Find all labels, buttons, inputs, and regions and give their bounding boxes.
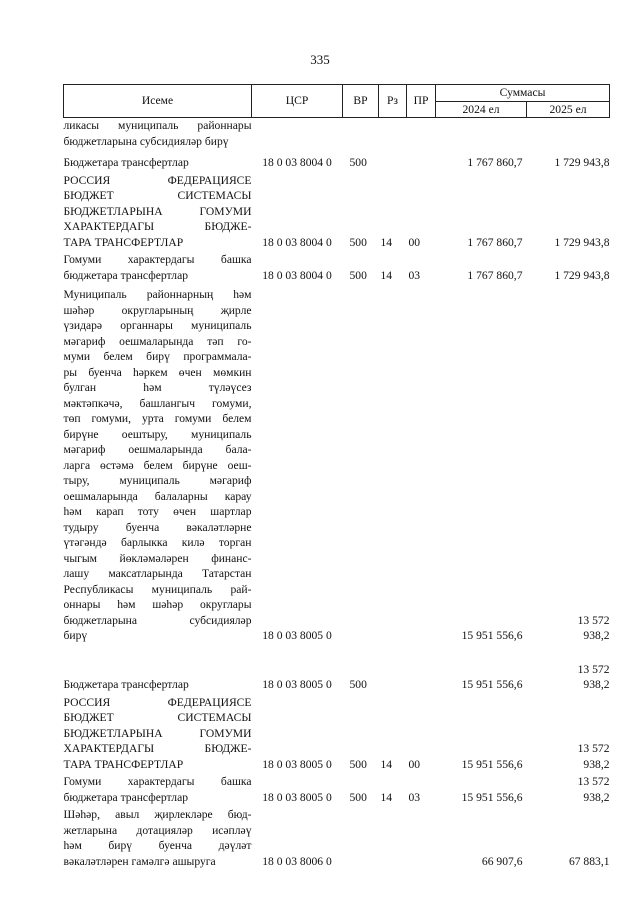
table-row bbox=[64, 662, 610, 693]
row-rz bbox=[379, 807, 407, 869]
row-name: Гомуми характердагы башка бюджетара трансфертлар bbox=[63, 253, 252, 282]
row-sum-2024: 15 951 556,6 bbox=[461, 678, 523, 691]
table-row bbox=[64, 252, 610, 283]
row-name-line: Шәһәр, авыл җирлекләре бюд- bbox=[63, 808, 252, 821]
row-vr: 500 bbox=[349, 757, 367, 771]
row-vr: 500 bbox=[349, 790, 367, 804]
row-csr: 18 0 03 8006 0 bbox=[262, 854, 332, 868]
row-sum-2025 bbox=[527, 118, 610, 150]
row-sum-2024: 15 951 556,6 bbox=[461, 790, 523, 804]
row-vr bbox=[343, 807, 379, 869]
row-csr: 18 0 03 8005 0 bbox=[262, 678, 332, 691]
row-name-line: ларга өстәмә белем бирүне оеш- bbox=[63, 458, 252, 472]
header-sums: Суммасы bbox=[436, 85, 610, 102]
row-sum-2025-part: 938,2 bbox=[583, 757, 610, 771]
row-name-line: чыгым йөкләмәләрен финанс- bbox=[63, 551, 252, 565]
row-rz: 14 bbox=[380, 268, 393, 282]
row-name-line: БЮДЖЕТ СИСТЕМАСЫ bbox=[63, 711, 252, 724]
row-sum-2025 bbox=[527, 287, 610, 644]
row-name-line: төп гомуми, урта гомуми белем bbox=[63, 412, 252, 425]
row-csr: 18 0 03 8005 0 bbox=[262, 629, 332, 642]
row-name-line: Муниципаль районнарның һәм bbox=[63, 288, 252, 301]
row-name-line: БЮДЖЕТ СИСТЕМАСЫ bbox=[63, 189, 252, 202]
row-rz: 14 bbox=[380, 790, 393, 804]
row-sum-2025-part: 1 729 943,8 bbox=[554, 235, 610, 249]
row-name-line: үзидарә органнары муниципаль bbox=[63, 319, 252, 332]
table-row bbox=[64, 774, 610, 805]
row-name-line: лашу максатларында Татарстан bbox=[63, 567, 252, 580]
row-csr: 18 0 03 8004 0 bbox=[262, 156, 332, 169]
table-header bbox=[64, 85, 610, 118]
row-pr bbox=[407, 118, 436, 150]
row-name-line: мәктәпкәчә, башлангыч гомуми, bbox=[63, 396, 252, 410]
budget-table bbox=[63, 84, 610, 869]
row-pr bbox=[407, 155, 436, 171]
row-rz: 14 bbox=[380, 235, 393, 249]
row-pr: 03 bbox=[408, 268, 421, 282]
row-name: Бюджетара трансфертлар bbox=[63, 156, 189, 169]
row-pr bbox=[407, 287, 436, 644]
row-pr bbox=[407, 662, 436, 693]
header-year-2024: 2024 ел bbox=[436, 101, 527, 118]
row-vr: 500 bbox=[349, 678, 367, 691]
row-name-line: ры буенча һәркем өчен мөмкин bbox=[63, 365, 252, 379]
row-rz bbox=[379, 662, 407, 693]
row-sum-2025 bbox=[527, 252, 610, 283]
row-name-line: бирүне оештыру, муниципаль bbox=[63, 427, 252, 441]
row-sum-2025-part: 13 572 bbox=[577, 613, 610, 627]
row-sum-2024 bbox=[436, 118, 527, 150]
row-sum-2025-part: 938,2 bbox=[583, 790, 610, 804]
row-sum-2025-part: 938,2 bbox=[583, 629, 610, 642]
header-name: Исеме bbox=[64, 85, 252, 118]
row-sum-2025 bbox=[527, 774, 610, 805]
row-sum-2025-part: 1 729 943,8 bbox=[554, 268, 610, 282]
row-name-line: булган һәм түләүсез bbox=[63, 381, 252, 394]
header-vr: ВР bbox=[343, 85, 379, 118]
row-pr bbox=[407, 807, 436, 869]
row-name: ликасы муниципаль районнары бюджетларына субсидияләр бирү bbox=[63, 119, 252, 148]
row-name-line: ТАРА ТРАНСФЕРТЛАР bbox=[63, 235, 184, 249]
row-sum-2025 bbox=[527, 807, 610, 869]
table-row bbox=[64, 155, 610, 171]
row-name-line: бюджетларына субсидияләр bbox=[63, 613, 252, 627]
row-rz: 14 bbox=[380, 757, 393, 771]
row-name: Гомуми характердагы башка бюджетара трансфертлар bbox=[63, 775, 252, 804]
row-name-line: үтәгәндә барлыкка килә торган bbox=[63, 536, 252, 549]
row-name-line: ХАРАКТЕРДАГЫ БЮДЖЕ- bbox=[63, 220, 252, 233]
row-sum-2024: 1 767 860,7 bbox=[467, 268, 523, 282]
row-sum-2025-part: 13 572 bbox=[577, 662, 610, 676]
row-name-line: һәм карап тоту өчен шартлар bbox=[63, 505, 252, 518]
row-name-line: вәкаләтләрен гамәлгә ашыруга bbox=[63, 854, 216, 868]
row-vr bbox=[343, 118, 379, 150]
table-row bbox=[64, 173, 610, 251]
row-name-line: тудыру буенча вәкаләтләрне bbox=[63, 520, 252, 534]
row-name-line: ТАРА ТРАНСФЕРТЛАР bbox=[63, 757, 184, 771]
row-csr: 18 0 03 8005 0 bbox=[262, 757, 332, 771]
row-sum-2024: 1 767 860,7 bbox=[467, 235, 523, 249]
row-sum-2024: 15 951 556,6 bbox=[461, 757, 523, 771]
row-sum-2024: 15 951 556,6 bbox=[461, 629, 523, 642]
row-sum-2025 bbox=[527, 173, 610, 251]
row-name-line: мәгариф оешмаларында тәп го- bbox=[63, 334, 252, 348]
row-sum-2025 bbox=[527, 662, 610, 693]
row-csr: 18 0 03 8005 0 bbox=[262, 790, 332, 804]
row-vr: 500 bbox=[349, 156, 367, 169]
row-rz bbox=[379, 155, 407, 171]
row-name bbox=[64, 287, 252, 644]
row-csr: 18 0 03 8004 0 bbox=[262, 235, 332, 249]
header-pr: ПР bbox=[407, 85, 436, 118]
header-csr: ЦСР bbox=[252, 85, 343, 118]
row-name-line: жетларына дотацияләр исәпләү bbox=[63, 823, 252, 837]
table-row bbox=[64, 118, 610, 150]
row-pr: 00 bbox=[408, 757, 421, 771]
row-sum-2025-part: 13 572 bbox=[577, 775, 610, 788]
row-sum-2025-part: 13 572 bbox=[577, 742, 610, 755]
header-year-2025: 2025 ел bbox=[527, 101, 610, 118]
budget-table-container bbox=[63, 84, 609, 869]
row-csr bbox=[252, 118, 343, 150]
row-vr: 500 bbox=[349, 235, 367, 249]
row-sum-2024: 66 907,6 bbox=[481, 854, 523, 868]
row-sum-2025-part: 67 883,1 bbox=[568, 854, 610, 868]
row-name-line: БЮДЖЕТЛАРЫНА ГОМУМИ bbox=[63, 726, 252, 740]
row-name-line: һәм бирү буенча дәүләт bbox=[63, 839, 252, 852]
table-row bbox=[64, 807, 610, 869]
row-name-line: оннары һәм шәһәр округлары bbox=[63, 598, 252, 611]
row-name-line: бирү bbox=[63, 629, 88, 642]
row-vr: 500 bbox=[349, 268, 367, 282]
row-name-line: тыру, муниципаль мәгариф bbox=[63, 474, 252, 487]
row-name-line: Республикасы муниципаль рай- bbox=[63, 582, 252, 596]
row-sum-2024: 1 767 860,7 bbox=[467, 156, 523, 169]
row-rz bbox=[379, 118, 407, 150]
row-name bbox=[64, 807, 252, 869]
row-name-line: оешмаларында балаларны карау bbox=[63, 489, 252, 503]
row-pr: 00 bbox=[408, 235, 421, 249]
row-name-line: муми белем бирү программала- bbox=[63, 350, 252, 363]
row-name bbox=[64, 695, 252, 773]
table-body bbox=[64, 118, 610, 870]
row-csr: 18 0 03 8004 0 bbox=[262, 268, 332, 282]
row-sum-2025-part: 938,2 bbox=[583, 678, 610, 691]
row-name bbox=[64, 173, 252, 251]
row-spacer bbox=[64, 644, 610, 662]
row-sum-2025 bbox=[527, 155, 610, 171]
row-name-line: РОССИЯ ФЕДЕРАЦИЯСЕ bbox=[63, 695, 252, 709]
row-sum-2025 bbox=[527, 695, 610, 773]
row-pr: 03 bbox=[408, 790, 421, 804]
row-name-line: ХАРАКТЕРДАГЫ БЮДЖЕ- bbox=[63, 742, 252, 755]
row-name-line: шәһәр округларының җирле bbox=[63, 303, 252, 317]
row-name: Бюджетара трансфертлар bbox=[63, 678, 189, 691]
row-name-line: РОССИЯ ФЕДЕРАЦИЯСЕ bbox=[63, 173, 252, 187]
page-number: 335 bbox=[310, 52, 330, 67]
table-row bbox=[64, 287, 610, 644]
header-rz: Рз bbox=[379, 85, 407, 118]
row-vr bbox=[343, 287, 379, 644]
row-name-line: мәгариф оешмаларында бала- bbox=[63, 443, 252, 456]
row-name-line: БЮДЖЕТЛАРЫНА ГОМУМИ bbox=[63, 204, 252, 218]
row-sum-2025-part: 1 729 943,8 bbox=[554, 156, 610, 169]
row-rz bbox=[379, 287, 407, 644]
table-row bbox=[64, 695, 610, 773]
